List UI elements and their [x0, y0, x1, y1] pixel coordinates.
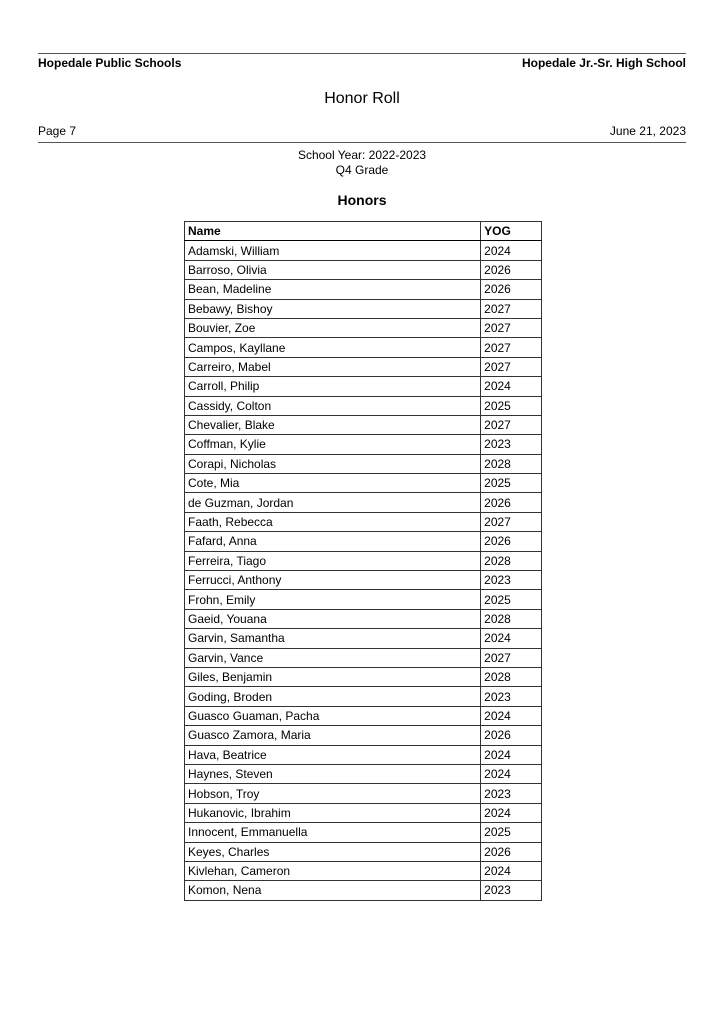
table-row [185, 648, 542, 667]
yog-cell: 2026 [481, 532, 542, 551]
table-row [185, 842, 542, 861]
header-bottom-rule [38, 142, 686, 143]
student-name-cell: Guasco Zamora, Maria [185, 726, 481, 745]
table-row [185, 803, 542, 822]
yog-cell: 2024 [481, 377, 542, 396]
yog-cell: 2028 [481, 551, 542, 570]
student-name-cell: Ferrucci, Anthony [185, 571, 481, 590]
table-row [185, 299, 542, 318]
student-name-cell: Garvin, Samantha [185, 629, 481, 648]
student-name-cell: Giles, Benjamin [185, 667, 481, 686]
school-name: Hopedale Jr.-Sr. High School [521, 56, 686, 70]
yog-cell: 2023 [481, 881, 542, 900]
yog-cell: 2024 [481, 745, 542, 764]
table-row [185, 454, 542, 473]
student-name-cell: Bouvier, Zoe [185, 318, 481, 337]
table-row [185, 318, 542, 337]
yog-cell: 2027 [481, 512, 542, 531]
table-row [185, 609, 542, 628]
section-title: Honors [337, 192, 387, 208]
yog-cell: 2024 [481, 803, 542, 822]
yog-cell: 2025 [481, 590, 542, 609]
table-row [185, 590, 542, 609]
table-row [185, 338, 542, 357]
yog-cell: 2027 [481, 338, 542, 357]
yog-cell: 2024 [481, 764, 542, 783]
yog-cell: 2027 [481, 648, 542, 667]
student-name-cell: Kivlehan, Cameron [185, 861, 481, 880]
yog-cell: 2024 [481, 706, 542, 725]
header-top-rule [38, 53, 686, 54]
column-header-name: Name [185, 222, 481, 241]
student-name-cell: Adamski, William [185, 241, 481, 260]
report-date: June 21, 2023 [609, 124, 686, 138]
table-row [185, 415, 542, 434]
yog-cell: 2025 [481, 396, 542, 415]
student-name-cell: Hukanovic, Ibrahim [185, 803, 481, 822]
yog-cell: 2023 [481, 571, 542, 590]
student-name-cell: Ferreira, Tiago [185, 551, 481, 570]
student-name-cell: Garvin, Vance [185, 648, 481, 667]
yog-cell: 2026 [481, 842, 542, 861]
student-name-cell: Coffman, Kylie [185, 435, 481, 454]
table-row [185, 396, 542, 415]
student-name-cell: Gaeid, Youana [185, 609, 481, 628]
student-name-cell: Hava, Beatrice [185, 745, 481, 764]
student-name-cell: Carroll, Philip [185, 377, 481, 396]
school-year: School Year: 2022-2023 [297, 148, 427, 162]
page-number: Page 7 [38, 124, 77, 138]
table-row [185, 823, 542, 842]
table-row [185, 493, 542, 512]
student-name-cell: Cassidy, Colton [185, 396, 481, 415]
table-row [185, 260, 542, 279]
student-name-cell: de Guzman, Jordan [185, 493, 481, 512]
yog-cell: 2025 [481, 823, 542, 842]
yog-cell: 2026 [481, 260, 542, 279]
table-row [185, 474, 542, 493]
column-header-yog: YOG [481, 222, 542, 241]
table-row [185, 551, 542, 570]
table-row [185, 241, 542, 260]
table-row [185, 571, 542, 590]
table-row [185, 280, 542, 299]
yog-cell: 2027 [481, 299, 542, 318]
yog-cell: 2028 [481, 667, 542, 686]
table-row [185, 687, 542, 706]
yog-cell: 2028 [481, 454, 542, 473]
yog-cell: 2023 [481, 784, 542, 803]
yog-cell: 2026 [481, 280, 542, 299]
student-name-cell: Komon, Nena [185, 881, 481, 900]
table-row [185, 745, 542, 764]
district-name: Hopedale Public Schools [38, 56, 182, 70]
table-row [185, 667, 542, 686]
yog-cell: 2024 [481, 861, 542, 880]
student-name-cell: Fafard, Anna [185, 532, 481, 551]
yog-cell: 2024 [481, 629, 542, 648]
table-row [185, 881, 542, 900]
table-row [185, 784, 542, 803]
yog-cell: 2027 [481, 357, 542, 376]
table-row [185, 629, 542, 648]
table-row [185, 377, 542, 396]
student-name-cell: Cote, Mia [185, 474, 481, 493]
student-name-cell: Innocent, Emmanuella [185, 823, 481, 842]
table-header [185, 222, 542, 241]
yog-cell: 2025 [481, 474, 542, 493]
student-name-cell: Faath, Rebecca [185, 512, 481, 531]
table-header-row [185, 222, 542, 241]
student-name-cell: Carreiro, Mabel [185, 357, 481, 376]
yog-cell: 2027 [481, 415, 542, 434]
yog-cell: 2026 [481, 493, 542, 512]
table-row [185, 532, 542, 551]
student-name-cell: Bean, Madeline [185, 280, 481, 299]
student-name-cell: Chevalier, Blake [185, 415, 481, 434]
student-name-cell: Keyes, Charles [185, 842, 481, 861]
student-name-cell: Goding, Broden [185, 687, 481, 706]
student-name-cell: Campos, Kayllane [185, 338, 481, 357]
table-body [185, 241, 542, 900]
report-title: Honor Roll [324, 90, 400, 107]
table-row [185, 512, 542, 531]
grade-period: Q4 Grade [335, 163, 389, 177]
student-name-cell: Barroso, Olivia [185, 260, 481, 279]
student-name-cell: Frohn, Emily [185, 590, 481, 609]
student-name-cell: Guasco Guaman, Pacha [185, 706, 481, 725]
table-row [185, 726, 542, 745]
table-row [185, 435, 542, 454]
yog-cell: 2028 [481, 609, 542, 628]
student-name-cell: Haynes, Steven [185, 764, 481, 783]
honor-roll-table [184, 221, 542, 901]
table-row [185, 357, 542, 376]
yog-cell: 2023 [481, 435, 542, 454]
yog-cell: 2024 [481, 241, 542, 260]
student-name-cell: Hobson, Troy [185, 784, 481, 803]
student-name-cell: Bebawy, Bishoy [185, 299, 481, 318]
table-row [185, 861, 542, 880]
table-row [185, 764, 542, 783]
yog-cell: 2026 [481, 726, 542, 745]
yog-cell: 2023 [481, 687, 542, 706]
table-row [185, 706, 542, 725]
student-name-cell: Corapi, Nicholas [185, 454, 481, 473]
yog-cell: 2027 [481, 318, 542, 337]
